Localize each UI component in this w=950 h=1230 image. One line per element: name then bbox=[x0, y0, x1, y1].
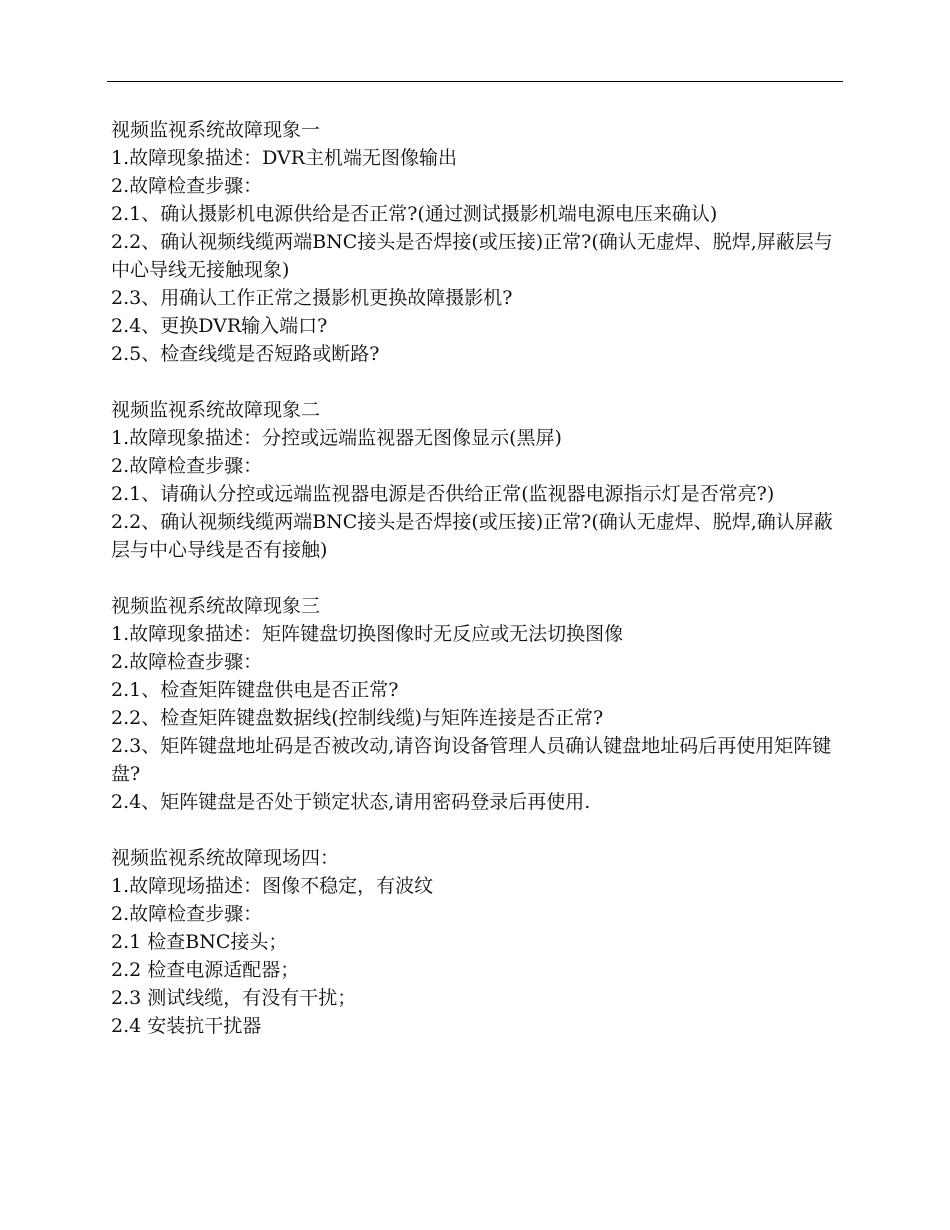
section-line: 1.故障现象描述：矩阵键盘切换图像时无反应或无法切换图像 bbox=[111, 623, 624, 645]
section-line: 2.4 安装抗干扰器 bbox=[111, 1015, 262, 1037]
section-line: 2.故障检查步骤： bbox=[111, 651, 263, 673]
document-body bbox=[111, 116, 846, 1068]
section-line: 2.2 检查电源适配器； bbox=[111, 959, 300, 981]
section-line: 2.1 检查BNC接头； bbox=[111, 931, 288, 953]
fault-section-3 bbox=[111, 592, 846, 816]
section-line: 1.故障现场描述：图像不稳定，有波纹 bbox=[111, 875, 434, 897]
section-line: 2.3、矩阵键盘地址码是否被改动,请咨询设备管理人员确认键盘地址码后再使用矩阵键盘? bbox=[111, 735, 832, 785]
fault-section-2 bbox=[111, 396, 846, 564]
section-line: 2.故障检查步骤： bbox=[111, 903, 263, 925]
section-line: 2.故障检查步骤： bbox=[111, 455, 263, 477]
section-title: 视频监视系统故障现象二 bbox=[111, 399, 321, 421]
section-line: 1.故障现象描述：DVR主机端无图像输出 bbox=[111, 147, 458, 169]
section-line: 2.2、确认视频线缆两端BNC接头是否焊接(或压接)正常?(确认无虚焊、脱焊,屏蔽层与中心导线无接触现象) bbox=[111, 231, 833, 281]
section-line: 2.3、用确认工作正常之摄影机更换故障摄影机? bbox=[111, 287, 513, 309]
section-line: 2.1、确认摄影机电源供给是否正常?(通过测试摄影机端电源电压来确认) bbox=[111, 203, 718, 225]
section-line: 1.故障现象描述：分控或远端监视器无图像显示(黑屏) bbox=[111, 427, 562, 449]
fault-section-1 bbox=[111, 116, 846, 368]
fault-section-4 bbox=[111, 844, 846, 1040]
section-title: 视频监视系统故障现象一 bbox=[111, 119, 321, 141]
section-line: 2.2、检查矩阵键盘数据线(控制线缆)与矩阵连接是否正常? bbox=[111, 707, 604, 729]
section-line: 2.4、矩阵键盘是否处于锁定状态,请用密码登录后再使用. bbox=[111, 791, 591, 813]
section-line: 2.5、检查线缆是否短路或断路? bbox=[111, 343, 380, 365]
section-line: 2.1、请确认分控或远端监视器电源是否供给正常(监视器电源指示灯是否常亮?) bbox=[111, 483, 775, 505]
section-line: 2.故障检查步骤： bbox=[111, 175, 263, 197]
section-line: 2.2、确认视频线缆两端BNC接头是否焊接(或压接)正常?(确认无虚焊、脱焊,确认屏蔽层与中心导线是否有接触) bbox=[111, 511, 833, 561]
section-title: 视频监视系统故障现象三 bbox=[111, 595, 321, 617]
section-line: 2.4、更换DVR输入端口? bbox=[111, 315, 328, 337]
header-rule bbox=[107, 81, 843, 82]
section-line: 2.1、检查矩阵键盘供电是否正常? bbox=[111, 679, 399, 701]
section-title: 视频监视系统故障现场四： bbox=[111, 847, 340, 869]
section-line: 2.3 测试线缆，有没有干扰； bbox=[111, 987, 357, 1009]
